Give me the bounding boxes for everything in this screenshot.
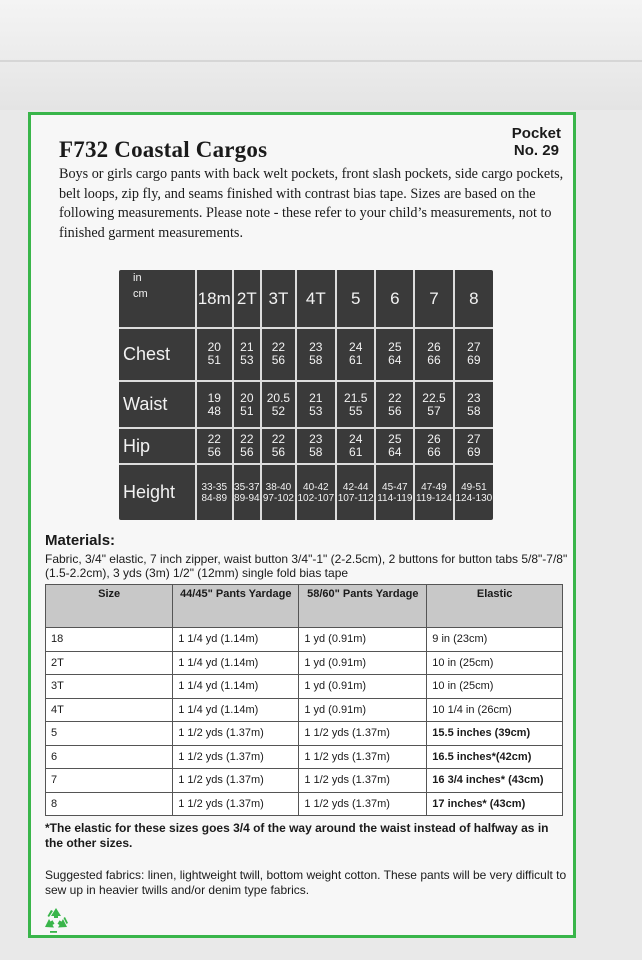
measure-cm: 124-130	[455, 492, 493, 504]
yardage-row	[46, 698, 563, 722]
size-cell: 2T	[46, 651, 173, 675]
measure-cell	[196, 381, 233, 428]
size-cell: 7	[46, 769, 173, 793]
measure-label: Waist	[119, 381, 196, 428]
measure-cell	[454, 464, 493, 520]
measure-in: 35-37	[234, 481, 260, 493]
measure-cell	[296, 381, 336, 428]
measure-cell	[454, 381, 493, 428]
measure-cm: 56	[271, 445, 286, 460]
measure-row	[119, 464, 493, 520]
measure-cm: 56	[207, 445, 221, 460]
measure-cm: 66	[427, 353, 441, 368]
yardage-header-row	[46, 585, 563, 628]
yardage-44-cell: 1 1/2 yds (1.37m)	[173, 745, 299, 769]
measure-in: 21.5	[344, 390, 368, 405]
measure-cm: 58	[467, 403, 481, 418]
yardage-header: 44/45" Pants Yardage	[173, 585, 299, 628]
yardage-header: 58/60" Pants Yardage	[299, 585, 427, 628]
measure-cm: 57	[427, 403, 441, 418]
measure-in: 20	[240, 390, 254, 405]
yardage-58-cell: 1 1/2 yds (1.37m)	[299, 792, 427, 816]
elastic-cell: 15.5 inches (39cm)	[427, 722, 563, 746]
yardage-44-cell: 1 1/4 yd (1.14m)	[173, 628, 299, 652]
measure-cm: 51	[207, 353, 221, 368]
measure-cell	[296, 328, 336, 381]
yardage-58-cell: 1 1/2 yds (1.37m)	[299, 769, 427, 793]
measure-cm: 66	[427, 445, 441, 460]
yardage-table	[45, 584, 563, 816]
measure-cell	[261, 381, 295, 428]
measure-cell	[296, 428, 336, 464]
yardage-44-cell: 1 1/4 yd (1.14m)	[173, 675, 299, 699]
suggested-fabrics: Suggested fabrics: linen, lightweight twill, bottom weight cotton. These pants will be very difficult to sew up in heavier twills and/or denim type fabrics.	[45, 868, 567, 897]
measure-in: 26	[427, 340, 441, 355]
measure-in: 22	[207, 432, 221, 447]
recycle-icon	[41, 905, 71, 935]
measure-in: 25	[388, 432, 402, 447]
measure-cell	[196, 464, 233, 520]
pattern-title: F732 Coastal Cargos	[59, 137, 268, 162]
measure-cell	[454, 428, 493, 464]
measure-cm: 107-112	[337, 492, 374, 504]
measure-cm: 56	[271, 353, 286, 368]
pattern-card	[28, 112, 576, 938]
measure-cell	[414, 464, 454, 520]
measure-cell	[375, 328, 414, 381]
measure-cm: 55	[349, 403, 363, 418]
measure-cm: 61	[349, 353, 363, 368]
size-header: 5	[336, 270, 376, 328]
measure-in: 20	[207, 340, 221, 355]
measure-cell	[336, 328, 376, 381]
measure-cell	[414, 428, 454, 464]
yardage-44-cell: 1 1/2 yds (1.37m)	[173, 722, 299, 746]
size-cell: 8	[46, 792, 173, 816]
measure-in: 21	[240, 340, 254, 355]
measure-row	[119, 428, 493, 464]
pocket-number	[512, 125, 561, 159]
measure-cell	[261, 328, 295, 381]
measure-row	[119, 381, 493, 428]
measure-in: 47-49	[421, 481, 447, 493]
elastic-cell: 10 in (25cm)	[427, 651, 563, 675]
yardage-row	[46, 722, 563, 746]
measure-cell	[375, 464, 414, 520]
size-header: 7	[414, 270, 454, 328]
measure-in: 45-47	[382, 481, 408, 493]
measure-in: 42-44	[342, 481, 369, 493]
measure-in: 24	[349, 340, 363, 355]
measure-in: 27	[467, 432, 481, 447]
measure-cm: 89-94	[234, 492, 260, 504]
measure-cell	[196, 428, 233, 464]
yardage-44-cell: 1 1/4 yd (1.14m)	[173, 651, 299, 675]
measure-in: 22	[240, 432, 254, 447]
measure-in: 26	[427, 432, 441, 447]
size-cell: 4T	[46, 698, 173, 722]
unit-cm: cm	[133, 288, 148, 300]
measure-cell	[296, 464, 336, 520]
measure-cm: 58	[309, 353, 323, 368]
yardage-row	[46, 745, 563, 769]
yardage-44-cell: 1 1/4 yd (1.14m)	[173, 698, 299, 722]
measure-cm: 56	[240, 445, 254, 460]
yardage-58-cell: 1 yd (0.91m)	[299, 675, 427, 699]
size-cell: 3T	[46, 675, 173, 699]
measure-in: 24	[349, 432, 363, 447]
elastic-cell: 10 in (25cm)	[427, 675, 563, 699]
elastic-cell: 16.5 inches*(42cm)	[427, 745, 563, 769]
size-header: 2T	[233, 270, 262, 328]
yardage-58-cell: 1 yd (0.91m)	[299, 651, 427, 675]
measure-in: 22	[271, 432, 286, 447]
size-cell: 6	[46, 745, 173, 769]
elastic-cell: 10 1/4 in (26cm)	[427, 698, 563, 722]
yardage-row	[46, 651, 563, 675]
measure-label: Chest	[119, 328, 196, 381]
measure-cm: 69	[467, 353, 481, 368]
measure-cell	[454, 328, 493, 381]
envelope-flap	[0, 0, 642, 110]
measure-in: 25	[388, 340, 402, 355]
measure-cm: 61	[349, 445, 363, 460]
measure-label: Height	[119, 464, 196, 520]
pattern-description: Boys or girls cargo pants with back welt pockets, front slash pockets, side cargo pockets, belt loops, zip fly, and seams finished with contrast bias tape. Sizes are based on the following measurements. Please note - these refer to your child’s measurements, not to finished garment measurements.	[59, 166, 564, 241]
yardage-header: Size	[46, 585, 173, 628]
measure-cell	[336, 464, 376, 520]
size-cell: 18	[46, 628, 173, 652]
yardage-44-cell: 1 1/2 yds (1.37m)	[173, 769, 299, 793]
measure-in: 49-51	[461, 481, 487, 493]
measure-cell	[375, 381, 414, 428]
measure-cm: 58	[309, 445, 323, 460]
measurement-table	[119, 270, 493, 520]
size-header: 3T	[261, 270, 295, 328]
measure-cm: 114-119	[377, 492, 413, 504]
flap-crease	[0, 60, 642, 62]
measure-cm: 52	[271, 403, 286, 418]
elastic-footnote: *The elastic for these sizes goes 3/4 of the way around the waist instead of halfway as in the other sizes.	[45, 821, 549, 850]
measure-cm: 64	[388, 353, 402, 368]
measure-cm: 119-124	[415, 492, 452, 504]
materials-heading: Materials:	[45, 532, 116, 549]
size-cell: 5	[46, 722, 173, 746]
measure-cell	[414, 328, 454, 381]
measure-cm: 97-102	[262, 492, 294, 504]
yardage-58-cell: 1 yd (0.91m)	[299, 628, 427, 652]
elastic-cell: 16 3/4 inches* (43cm)	[427, 769, 563, 793]
unit-in: in	[133, 272, 142, 284]
pocket-no: No. 29	[513, 142, 559, 159]
elastic-cell: 9 in (23cm)	[427, 628, 563, 652]
measure-in: 21	[309, 390, 323, 405]
measure-cm: 56	[388, 403, 402, 418]
yardage-58-cell: 1 1/2 yds (1.37m)	[299, 722, 427, 746]
measure-in: 33-35	[201, 481, 228, 493]
measure-cell	[336, 428, 376, 464]
measure-cell	[336, 381, 376, 428]
measure-in: 20.5	[266, 390, 291, 405]
pocket-label: Pocket	[511, 125, 561, 142]
yardage-row	[46, 792, 563, 816]
yardage-row	[46, 675, 563, 699]
measure-in: 27	[467, 340, 481, 355]
measure-cm: 84-89	[201, 492, 228, 504]
measure-in: 22	[271, 340, 286, 355]
measure-in: 22	[388, 390, 402, 405]
measure-cell	[375, 428, 414, 464]
yardage-row	[46, 769, 563, 793]
size-header: 6	[375, 270, 414, 328]
measure-in: 40-42	[303, 481, 329, 493]
yardage-58-cell: 1 yd (0.91m)	[299, 698, 427, 722]
measure-cell	[233, 428, 262, 464]
measure-cell	[414, 381, 454, 428]
measure-cm: 69	[467, 445, 481, 460]
measure-cell	[261, 464, 295, 520]
measure-cell	[233, 464, 262, 520]
measurement-chalkboard	[119, 270, 493, 520]
yardage-row	[46, 628, 563, 652]
yardage-58-cell: 1 1/2 yds (1.37m)	[299, 745, 427, 769]
measure-cell	[196, 328, 233, 381]
measure-in: 23	[309, 340, 323, 355]
measure-cm: 48	[207, 403, 221, 418]
measure-cm: 53	[309, 403, 323, 418]
measure-in: 23	[309, 432, 323, 447]
elastic-cell: 17 inches* (43cm)	[427, 792, 563, 816]
yardage-header: Elastic	[427, 585, 563, 628]
measure-cell	[233, 381, 262, 428]
measure-cm: 64	[388, 445, 402, 460]
measure-cm: 102-107	[297, 492, 335, 504]
measure-row	[119, 328, 493, 381]
measure-in: 19	[207, 390, 221, 405]
materials-text: Fabric, 3/4" elastic, 7 inch zipper, waist button 3/4"-1" (2-2.5cm), 2 buttons for button tabs 5/8"-7/8" (1.5-2.2cm), 3 yds (3m) 1/2" (12mm) single fold bias tape	[45, 552, 568, 580]
size-header: 8	[454, 270, 493, 328]
yardage-44-cell: 1 1/2 yds (1.37m)	[173, 792, 299, 816]
measure-label: Hip	[119, 428, 196, 464]
measure-cell	[261, 428, 295, 464]
measure-cm: 53	[240, 353, 254, 368]
measure-in: 23	[467, 390, 481, 405]
measure-in: 38-40	[265, 481, 292, 493]
size-header: 4T	[296, 270, 336, 328]
measure-header-row	[119, 270, 493, 328]
size-header: 18m	[196, 270, 233, 328]
unit-label	[119, 270, 196, 328]
measure-cm: 51	[240, 403, 254, 418]
measure-in: 22.5	[422, 390, 446, 405]
measure-cell	[233, 328, 262, 381]
